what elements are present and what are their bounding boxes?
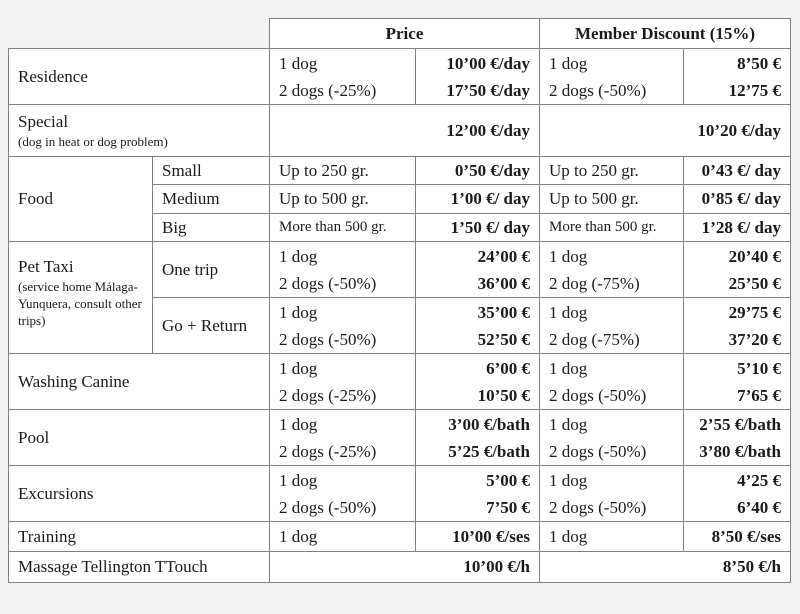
pool-price-label-2: 2 dogs (-25%)	[279, 441, 377, 461]
special-note: (dog in heat or dog problem)	[18, 134, 168, 149]
washing-price-label-2: 2 dogs (-25%)	[279, 385, 377, 405]
residence-member-label-2: 2 dogs (-50%)	[549, 80, 647, 100]
pet-taxi-name: Pet Taxi	[18, 257, 74, 276]
go-return-price-labels	[270, 298, 416, 354]
food-medium-member-value: 0’85 €/ day	[684, 185, 791, 214]
residence-price-label-1: 1 dog	[279, 53, 318, 73]
food-small-member-label: Up to 250 gr.	[540, 157, 684, 185]
washing-price-labels	[270, 354, 416, 410]
training-member-value: 8’50 €/ses	[684, 522, 791, 552]
pool-price-label-1: 1 dog	[279, 414, 318, 434]
food-size-big: Big	[153, 214, 270, 242]
price-table	[8, 18, 791, 583]
food-big-member-label: More than 500 gr.	[540, 214, 684, 242]
pet-taxi-note: (service home Málaga-Yunquera, consult other trips)	[18, 279, 142, 328]
one-trip-member-label-1: 1 dog	[549, 246, 588, 266]
washing-member-label-2: 2 dogs (-50%)	[549, 385, 647, 405]
excursions-member-label-2: 2 dogs (-50%)	[549, 497, 647, 517]
food-medium-price-label: Up to 500 gr.	[270, 185, 416, 214]
residence-price-label-2: 2 dogs (-25%)	[279, 80, 377, 100]
excursions-price-value-1: 5’00 €	[486, 470, 530, 490]
service-name-residence: Residence	[9, 49, 270, 105]
one-trip-price-label-1: 1 dog	[279, 246, 318, 266]
excursions-price-values	[416, 466, 540, 522]
one-trip-member-labels	[540, 242, 684, 298]
residence-member-value-1: 8’50 €	[737, 53, 782, 73]
go-return-member-label-1: 1 dog	[549, 302, 588, 322]
go-return-price-value-2: 52’50 €	[477, 329, 530, 349]
food-size-small: Small	[153, 157, 270, 185]
service-name-washing: Washing Canine	[9, 354, 270, 410]
table-row-residence	[9, 49, 791, 105]
food-medium-price-value: 1’00 €/ day	[416, 185, 540, 214]
excursions-price-labels	[270, 466, 416, 522]
food-small-price-label: Up to 250 gr.	[270, 157, 416, 185]
one-trip-member-values	[684, 242, 791, 298]
service-name-training: Training	[9, 522, 270, 552]
residence-price-value-2: 17’50 €/day	[446, 80, 530, 100]
header-row	[9, 19, 791, 49]
residence-price-values	[416, 49, 540, 105]
washing-member-label-1: 1 dog	[549, 358, 588, 378]
go-return-member-labels	[540, 298, 684, 354]
one-trip-price-value-2: 36’00 €	[477, 273, 530, 293]
food-medium-member-label: Up to 500 gr.	[540, 185, 684, 214]
pool-member-value-1: 2’55 €/bath	[699, 414, 782, 434]
washing-member-labels	[540, 354, 684, 410]
pool-member-label-1: 1 dog	[549, 414, 588, 434]
service-name-pet-taxi	[9, 242, 153, 354]
residence-member-label-1: 1 dog	[549, 53, 588, 73]
special-name: Special	[18, 112, 69, 131]
training-member-label: 1 dog	[540, 522, 684, 552]
pet-taxi-one-trip: One trip	[153, 242, 270, 298]
table-row-pool	[9, 410, 791, 466]
go-return-member-value-2: 37’20 €	[728, 329, 782, 349]
massage-price: 10’00 €/h	[270, 552, 540, 583]
table-row-washing	[9, 354, 791, 410]
training-price-value: 10’00 €/ses	[416, 522, 540, 552]
special-member: 10’20 €/day	[540, 105, 791, 157]
table-row-food-small	[9, 157, 791, 185]
service-name-food: Food	[9, 157, 153, 242]
header-member-discount: Member Discount (15%)	[540, 19, 791, 49]
excursions-price-label-2: 2 dogs (-50%)	[279, 497, 377, 517]
one-trip-member-label-2: 2 dog (-75%)	[549, 273, 640, 293]
go-return-member-values	[684, 298, 791, 354]
header-price: Price	[270, 19, 540, 49]
residence-price-labels	[270, 49, 416, 105]
washing-member-values	[684, 354, 791, 410]
header-empty-cell	[9, 19, 270, 49]
one-trip-member-value-1: 20’40 €	[728, 246, 782, 266]
excursions-price-label-1: 1 dog	[279, 470, 318, 490]
food-big-price-label: More than 500 gr.	[270, 214, 416, 242]
pool-price-value-1: 3’00 €/bath	[448, 414, 530, 434]
food-size-medium: Medium	[153, 185, 270, 214]
massage-member: 8’50 €/h	[540, 552, 791, 583]
table-row-special	[9, 105, 791, 157]
washing-member-value-1: 5’10 €	[737, 358, 782, 378]
go-return-price-label-2: 2 dogs (-50%)	[279, 329, 377, 349]
excursions-member-label-1: 1 dog	[549, 470, 588, 490]
excursions-member-labels	[540, 466, 684, 522]
food-big-price-value: 1’50 €/ day	[416, 214, 540, 242]
one-trip-price-value-1: 24’00 €	[477, 246, 530, 266]
washing-price-value-2: 10’50 €	[477, 385, 530, 405]
excursions-member-values	[684, 466, 791, 522]
table-row-pet-taxi-one-trip	[9, 242, 791, 298]
table-row-excursions	[9, 466, 791, 522]
pool-member-value-2: 3’80 €/bath	[699, 441, 782, 461]
residence-member-value-2: 12’75 €	[728, 80, 782, 100]
pool-member-labels	[540, 410, 684, 466]
washing-price-label-1: 1 dog	[279, 358, 318, 378]
go-return-price-value-1: 35’00 €	[477, 302, 530, 322]
pool-member-label-2: 2 dogs (-50%)	[549, 441, 647, 461]
food-small-member-value: 0’43 €/ day	[684, 157, 791, 185]
service-name-massage: Massage Tellington TTouch	[9, 552, 270, 583]
pool-price-values	[416, 410, 540, 466]
table-row-training	[9, 522, 791, 552]
excursions-member-value-1: 4’25 €	[737, 470, 782, 490]
service-name-excursions: Excursions	[9, 466, 270, 522]
pool-member-values	[684, 410, 791, 466]
service-name-pool: Pool	[9, 410, 270, 466]
one-trip-price-label-2: 2 dogs (-50%)	[279, 273, 377, 293]
pool-price-labels	[270, 410, 416, 466]
food-small-price-value: 0’50 €/day	[416, 157, 540, 185]
one-trip-price-labels	[270, 242, 416, 298]
residence-member-values	[684, 49, 791, 105]
go-return-price-label-1: 1 dog	[279, 302, 318, 322]
washing-member-value-2: 7’65 €	[737, 385, 782, 405]
pet-taxi-go-return: Go + Return	[153, 298, 270, 354]
residence-price-value-1: 10’00 €/day	[446, 53, 530, 73]
excursions-price-value-2: 7’50 €	[486, 497, 530, 517]
service-name-special	[9, 105, 270, 157]
one-trip-price-values	[416, 242, 540, 298]
excursions-member-value-2: 6’40 €	[737, 497, 782, 517]
go-return-member-value-1: 29’75 €	[728, 302, 782, 322]
special-price: 12’00 €/day	[270, 105, 540, 157]
one-trip-member-value-2: 25’50 €	[728, 273, 782, 293]
go-return-price-values	[416, 298, 540, 354]
washing-price-values	[416, 354, 540, 410]
food-big-member-value: 1’28 €/ day	[684, 214, 791, 242]
washing-price-value-1: 6’00 €	[486, 358, 530, 378]
training-price-label: 1 dog	[270, 522, 416, 552]
table-row-massage	[9, 552, 791, 583]
residence-member-labels	[540, 49, 684, 105]
go-return-member-label-2: 2 dog (-75%)	[549, 329, 640, 349]
pool-price-value-2: 5’25 €/bath	[448, 441, 530, 461]
